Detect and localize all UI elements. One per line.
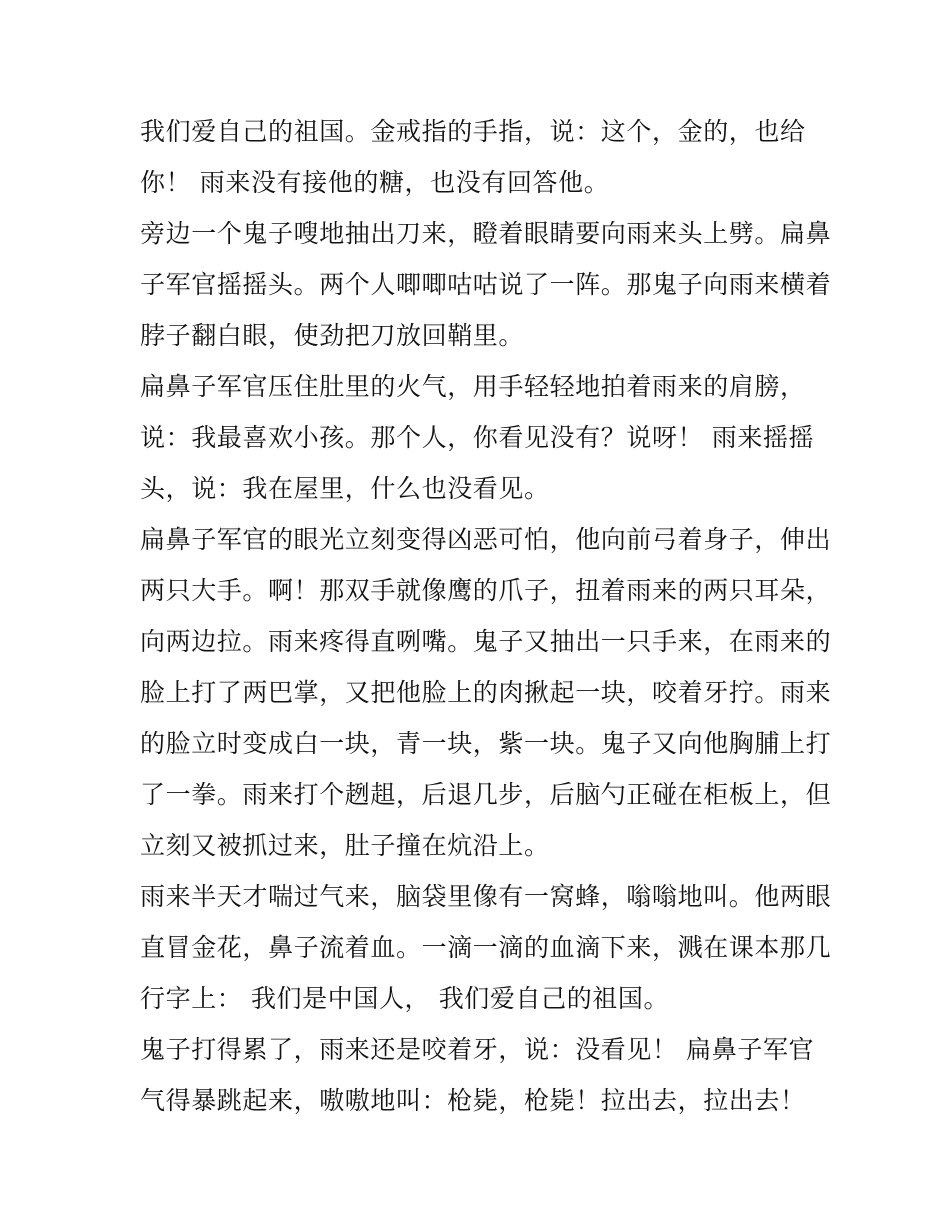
paragraph-3	[140, 361, 830, 514]
text-line: 鬼子打得累了，雨来还是咬着牙，说：没看见！ 扁鼻子军官	[140, 1035, 815, 1064]
paragraph-1	[140, 106, 830, 208]
text-line: 旁边一个鬼子嗖地抽出刀来，瞪着眼睛要向雨来头上劈。扁鼻	[140, 219, 832, 248]
text-line: 直冒金花，鼻子流着血。一滴一滴的血滴下来，溅在课本那几	[140, 933, 832, 962]
text-line: 你！ 雨来没有接他的糖，也没有回答他。	[140, 168, 610, 197]
paragraph-2	[140, 208, 830, 361]
text-line: 了一拳。雨来打个趔趄，后退几步，后脑勺正碰在柜板上，但	[140, 780, 832, 809]
text-line: 脖子翻白眼，使劲把刀放回鞘里。	[140, 321, 525, 350]
text-line: 雨来半天才喘过气来，脑袋里像有一窝蜂，嗡嗡地叫。他两眼	[140, 882, 832, 911]
text-line: 我们爱自己的祖国。金戒指的手指，说：这个，金的，也给	[140, 117, 806, 146]
text-line: 说：我最喜欢小孩。那个人，你看见没有？说呀！ 雨来摇摇	[140, 423, 815, 452]
text-line: 扁鼻子军官压住肚里的火气，用手轻轻地拍着雨来的肩膀，	[140, 372, 806, 401]
text-line: 立刻又被抓过来，肚子撞在炕沿上。	[140, 831, 550, 860]
text-line: 扁鼻子军官的眼光立刻变得凶恶可怕，他向前弓着身子，伸出	[140, 525, 832, 554]
document-body	[140, 106, 830, 1126]
text-line: 头，说：我在屋里，什么也没看见。	[140, 474, 550, 503]
text-line: 行字上： 我们是中国人， 我们爱自己的祖国。	[140, 984, 670, 1013]
text-line: 子军官摇摇头。两个人唧唧咕咕说了一阵。那鬼子向雨来横着	[140, 270, 832, 299]
text-line: 两只大手。啊！那双手就像鹰的爪子，扭着雨来的两只耳朵，	[140, 576, 832, 605]
paragraph-5	[140, 871, 830, 1024]
text-line: 脸上打了两巴掌，又把他脸上的肉揪起一块，咬着牙拧。雨来	[140, 678, 832, 707]
paragraph-6	[140, 1024, 830, 1126]
text-line: 的脸立时变成白一块，青一块，紫一块。鬼子又向他胸脯上打	[140, 729, 832, 758]
text-line: 向两边拉。雨来疼得直咧嘴。鬼子又抽出一只手来，在雨来的	[140, 627, 832, 656]
paragraph-4	[140, 514, 830, 871]
text-line: 气得暴跳起来，嗷嗷地叫：枪毙，枪毙！拉出去，拉出去！	[140, 1086, 806, 1115]
